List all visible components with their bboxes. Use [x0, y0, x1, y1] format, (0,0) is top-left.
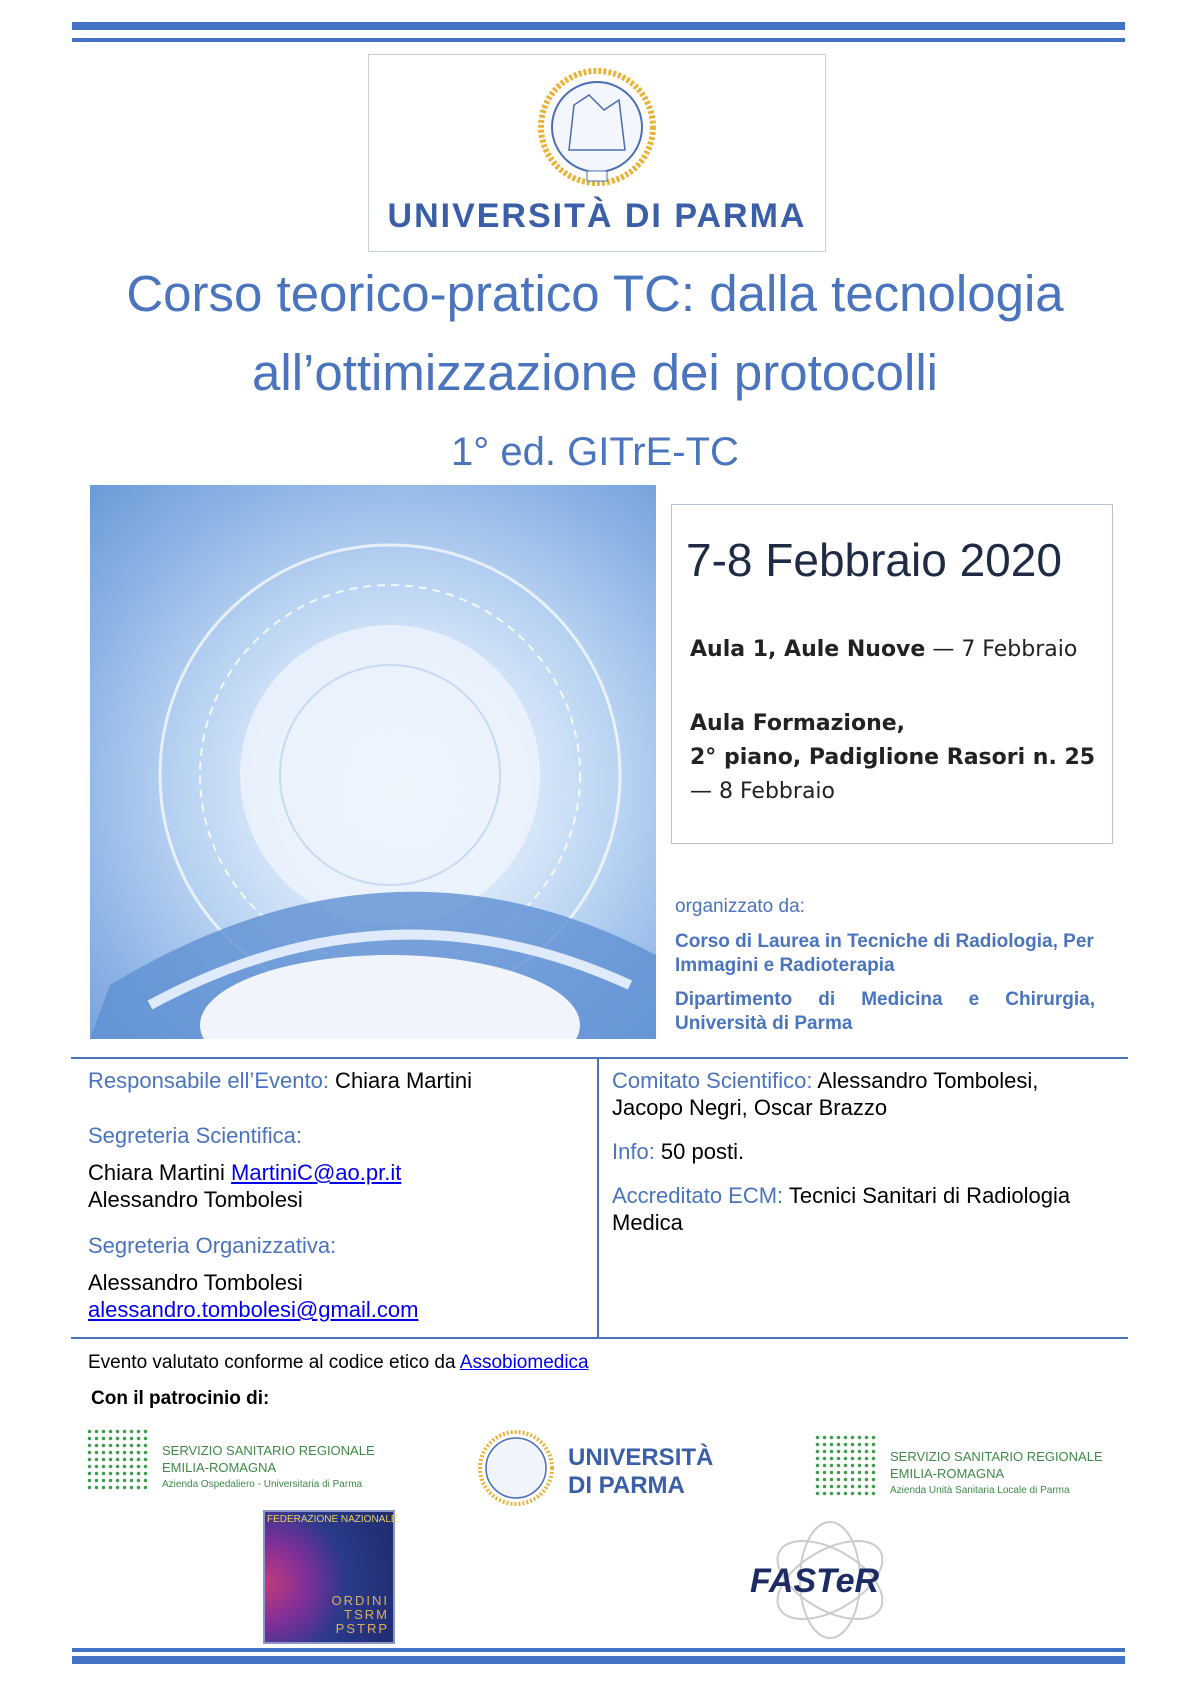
venue1-date: — 7 Febbraio: [925, 637, 1078, 662]
fnotsrm-logo: [263, 1510, 398, 1644]
university-logo: [368, 54, 826, 252]
venue2-line2: 2° piano, Padiglione Rasori n. 25: [690, 745, 1096, 770]
logo5-text: FASTeR: [750, 1562, 880, 1600]
logo1-line3: Azienda Ospedaliero - Universitaria di Parma: [162, 1479, 363, 1490]
logo1-line1: SERVIZIO SANITARIO REGIONALE: [162, 1443, 375, 1458]
section-divider-top: [71, 1057, 1128, 1059]
logo4-line4: PSTRP: [335, 1621, 389, 1636]
ct-scanner-graphic: [90, 485, 656, 1039]
responsabile-label: Responsabile ell’Evento:: [88, 1068, 329, 1093]
venue2-line1: Aula Formazione,: [690, 711, 906, 736]
seg-org-email-link[interactable]: alessandro.tombolesi@gmail.com: [88, 1297, 419, 1322]
top-rule-thin: [72, 38, 1125, 42]
section-divider-bottom: [71, 1337, 1128, 1339]
comitato-value: Alessandro Tombolesi, Jacopo Negri, Oscar Brazzo: [612, 1068, 1039, 1120]
segreteria-organizzativa-label: Segreteria Organizzativa:: [88, 1233, 337, 1258]
unipr-small-logo: [476, 1428, 726, 1508]
logo3-line3: Azienda Unità Sanitaria Locale di Parma: [890, 1485, 1070, 1496]
logo2-line1: UNIVERSITÀ: [568, 1444, 714, 1471]
faster-logo: [740, 1520, 920, 1640]
event-details-box: [671, 504, 1113, 844]
seg-org-name: Alessandro Tombolesi: [88, 1270, 303, 1295]
right-column: [612, 1067, 1102, 1236]
organizer-label: organizzato da:: [675, 896, 805, 917]
bottom-rule-thin: [72, 1648, 1125, 1652]
left-column: [88, 1067, 588, 1323]
organizer-2: Dipartimento di Medicina e Chirurgia, Università di Parma: [675, 989, 1095, 1034]
logo4-line1: FEDERAZIONE NAZIONALE: [267, 1514, 398, 1525]
ssr-ausl-parma-logo: [814, 1434, 1144, 1504]
page-title-line1: Corso teorico-pratico TC: dalla tecnologia: [126, 265, 1064, 322]
ct-scanner-image: [90, 485, 656, 1039]
page-subtitle: 1° ed. GITrE-TC: [451, 430, 739, 474]
seg-sci-email-link[interactable]: MartiniC@ao.pr.it: [231, 1160, 402, 1185]
comitato-label: Comitato Scientifico:: [612, 1068, 813, 1093]
seg-sci-name1: Chiara Martini: [88, 1160, 232, 1185]
column-divider: [597, 1058, 599, 1338]
dot-grid-icon: [814, 1434, 876, 1498]
university-seal-icon: [476, 1428, 556, 1508]
page-title-line2: all’ottimizzazione dei protocolli: [252, 344, 938, 401]
dot-grid-icon: [86, 1428, 148, 1492]
organizer-1: Corso di Laurea in Tecniche di Radiologia, Per Immagini e Radioterapia: [675, 931, 1094, 976]
info-value: 50 posti.: [654, 1139, 745, 1164]
patronage-label: Con il patrocinio di:: [91, 1388, 270, 1409]
logo-text: UNIVERSITÀ DI PARMA: [387, 197, 807, 235]
venue2-date: — 8 Febbraio: [690, 779, 835, 804]
top-rule-thick: [72, 22, 1125, 30]
ethics-text: Evento valutato conforme al codice etico da: [88, 1352, 460, 1373]
segreteria-scientifica-label: Segreteria Scientifica:: [88, 1123, 302, 1148]
ecm-value: Tecnici Sanitari di Radiologia Medica: [612, 1183, 1071, 1235]
venue1-name: Aula 1, Aule Nuove: [690, 637, 926, 662]
logo3-line2: EMILIA-ROMAGNA: [890, 1466, 1005, 1481]
responsabile-value: Chiara Martini: [328, 1068, 472, 1093]
logo4-line2: ORDINI: [331, 1593, 389, 1608]
logo1-line2: EMILIA-ROMAGNA: [162, 1460, 277, 1475]
assobiomedica-link[interactable]: Assobiomedica: [459, 1352, 589, 1373]
logo3-line1: SERVIZIO SANITARIO REGIONALE: [890, 1449, 1103, 1464]
seg-sci-name2: Alessandro Tombolesi: [88, 1187, 303, 1212]
event-date: 7-8 Febbraio 2020: [686, 534, 1062, 586]
logo2-line2: DI PARMA: [568, 1472, 685, 1499]
bottom-rule-thick: [72, 1656, 1125, 1664]
logo4-line3: TSRM: [344, 1607, 389, 1622]
ssr-aou-parma-logo: [86, 1428, 416, 1498]
ecm-label: Accreditato ECM:: [612, 1183, 784, 1208]
info-label: Info:: [612, 1139, 655, 1164]
